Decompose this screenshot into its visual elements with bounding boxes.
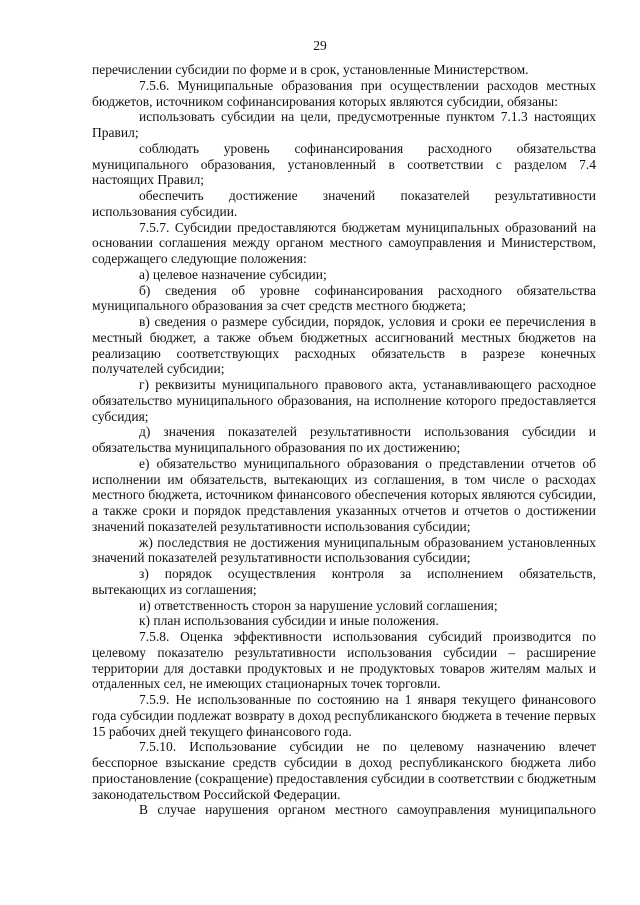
paragraph: 7.5.7. Субсидии предоставляются бюджетам муниципальных образований на основании соглашения между органом местного самоуправления и Министерством, содержащего следующие положения: xyxy=(92,219,596,266)
list-item: д) значения показателей результативности использования субсидии и обязательства муниципального образования по их достижению; xyxy=(92,424,596,455)
list-item: в) сведения о размере субсидии, порядок, условия и сроки ее перечисления в местный бюджет, а также объем бюджетных ассигнований местных бюджетов на реализацию соответствующих расходных обязательств в разрезе конечных получателей субсидии; xyxy=(92,314,596,377)
list-item: з) порядок осуществления контроля за исполнением обязательств, вытекающих из соглашения; xyxy=(92,566,596,597)
paragraph: 7.5.9. Не использованные по состоянию на 1 января текущего финансового года субсидии подлежат возврату в доход республиканского бюджета в течение первых 15 рабочих дней текущего финансового года. xyxy=(92,692,596,739)
list-item: к) план использования субсидии и иные положения. xyxy=(139,613,439,629)
paragraph: соблюдать уровень софинансирования расходного обязательства муниципального образования, установленный в соответствии с разделом 7.4 настоящих Правил; xyxy=(92,140,596,188)
paragraph: В случае нарушения органом местного самоуправления муниципального xyxy=(139,802,596,818)
paragraph: обеспечить достижение значений показателей результативности использования субсидии. xyxy=(92,188,596,219)
list-item: е) обязательство муниципального образования о представлении отчетов об исполнении им обязательств, вытекающих из соглашения, в том числе о расходах местного бюджета, источником финансового обеспечения которых являются субсидии, а также сроки и порядок представления указанных отчетов и отчетов о достижении значений показателей результативности использования субсидии; xyxy=(92,455,596,534)
paragraph: перечислении субсидии по форме и в срок, установленные Министерством. xyxy=(92,62,529,77)
list-item: б) сведения об уровне софинансирования расходного обязательства муниципального образования за счет средств местного бюджета; xyxy=(92,282,596,314)
page-number: 29 xyxy=(313,38,327,53)
list-item: ж) последствия не достижения муниципальным образованием установленных значений показателей результативности использования субсидии; xyxy=(92,534,596,566)
list-item: и) ответственность сторон за нарушение условий соглашения; xyxy=(139,597,498,613)
paragraph: 7.5.6. Муниципальные образования при осуществлении расходов местных бюджетов, источником софинансирования которых являются субсидии, обязаны: xyxy=(92,77,596,109)
paragraph: 7.5.10. Использование субсидии не по целевому назначению влечет бесспорное взыскание средств субсидии в доход республиканского бюджета либо приостановление (сокращение) предоставления субсидии в соответствии с бюджетным законодательством Российской Федерации. xyxy=(92,739,596,802)
list-item: а) целевое назначение субсидии; xyxy=(139,266,327,282)
document-body xyxy=(92,62,596,818)
paragraph: 7.5.8. Оценка эффективности использования субсидий производится по целевому показателю результативности использования субсидии – расширение территории для доставки продуктовых и не продуктовых товаров жителям малых и отдаленных сел, не имеющих стационарных точек торговли. xyxy=(92,629,596,692)
list-item: г) реквизиты муниципального правового акта, устанавливающего расходное обязательство муниципального образования, на исполнение которого предоставляется субсидия; xyxy=(92,377,596,424)
paragraph: использовать субсидии на цели, предусмотренные пунктом 7.1.3 настоящих Правил; xyxy=(92,109,596,140)
